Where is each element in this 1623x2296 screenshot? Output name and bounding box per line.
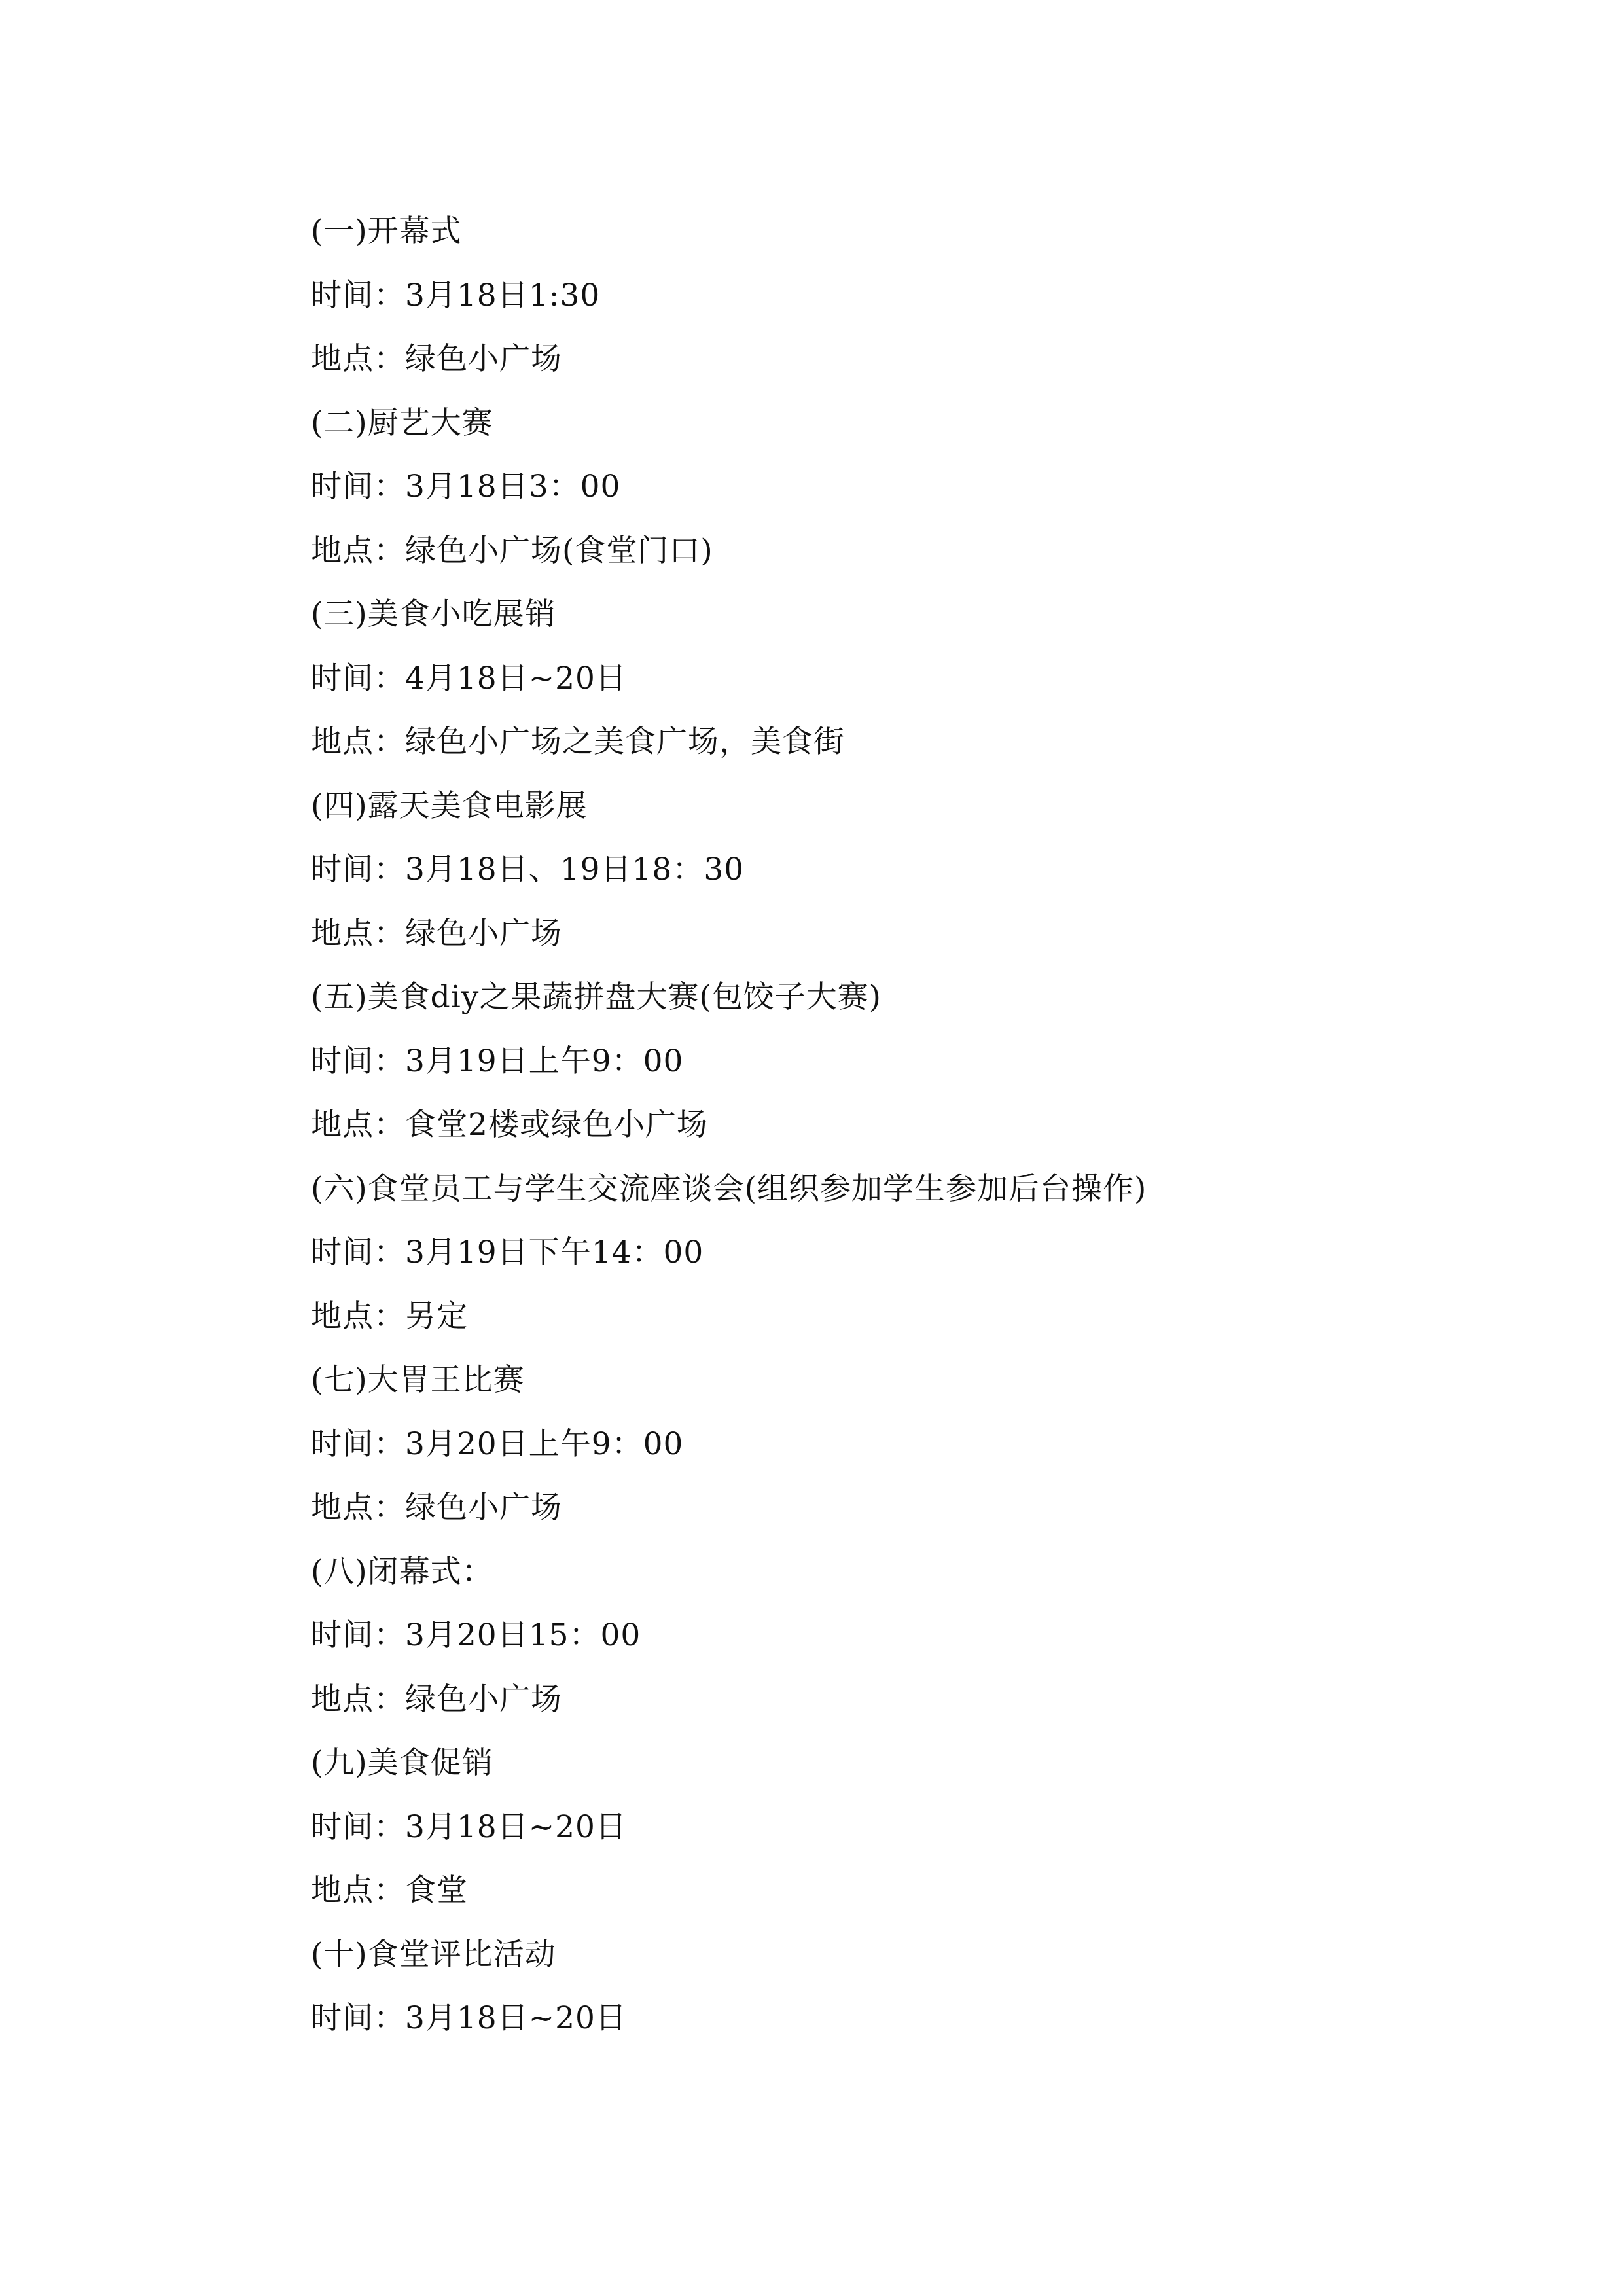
location-line: 地点：食堂2楼或绿色小广场 (311, 1107, 708, 1143)
document-body (311, 200, 1423, 2051)
time-line: 时间：3月20日上午9：00 (311, 1426, 684, 1462)
time-line: 时间：3月19日下午14：00 (311, 1234, 704, 1270)
time-line: 时间：3月20日15：00 (311, 1617, 641, 1653)
section-heading: (一)开幕式 (311, 213, 462, 249)
location-line: 地点：绿色小广场 (311, 341, 562, 377)
time-line: 时间：3月18日1:30 (311, 277, 601, 314)
time-line: 时间：3月18日~20日 (311, 2000, 627, 2036)
time-line: 时间：4月18日~20日 (311, 660, 627, 696)
time-line: 时间：3月18日、19日18：30 (311, 852, 745, 888)
location-line: 地点：绿色小广场 (311, 1681, 562, 1717)
section-heading: (八)闭幕式： (311, 1553, 493, 1590)
location-line: 地点：绿色小广场 (311, 1490, 562, 1526)
section-heading: (九)美食促销 (311, 1745, 493, 1781)
time-line: 时间：3月19日上午9：00 (311, 1043, 684, 1079)
time-line: 时间：3月18日~20日 (311, 1808, 627, 1845)
section-heading: (七)大胃王比赛 (311, 1362, 525, 1398)
section-heading: (四)露天美食电影展 (311, 787, 588, 824)
section-heading: (十)食堂评比活动 (311, 1936, 556, 1973)
location-line: 地点：绿色小广场(食堂门口) (311, 532, 713, 569)
time-line: 时间：3月18日3：00 (311, 469, 621, 505)
section-heading: (五)美食diy之果蔬拼盘大赛(包饺子大赛) (311, 979, 882, 1015)
section-heading: (三)美食小吃展销 (311, 596, 556, 632)
location-line: 地点：绿色小广场 (311, 915, 562, 952)
location-line: 地点：食堂 (311, 1873, 468, 1909)
section-heading: (二)厨艺大赛 (311, 404, 493, 441)
location-line: 地点：绿色小广场之美食广场，美食街 (311, 724, 845, 760)
section-heading: (六)食堂员工与学生交流座谈会(组织参加学生参加后台操作) (311, 1170, 1147, 1207)
location-line: 地点：另定 (311, 1298, 468, 1335)
